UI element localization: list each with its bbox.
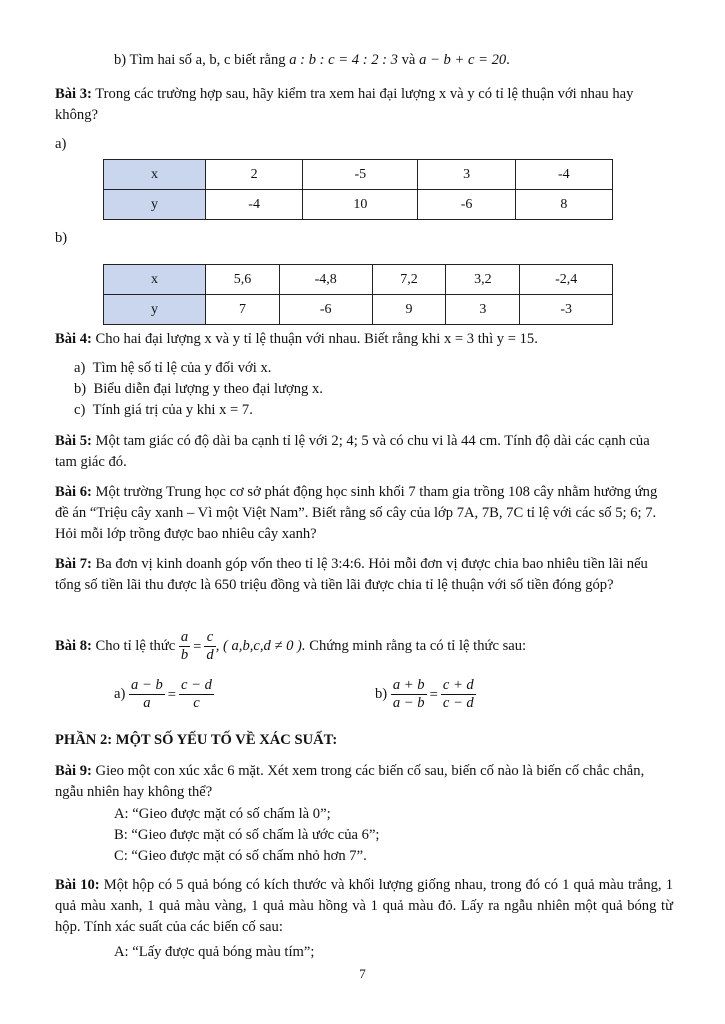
fraction-a-over-b: $\frac{a}{b}$ bbox=[180, 629, 189, 664]
exercise-3-part-a-label: a) bbox=[55, 136, 67, 152]
table-cell: -5 bbox=[303, 160, 418, 190]
list-item: A: “Gieo được mặt có số chấm là 0”; bbox=[114, 806, 331, 822]
table-cell: -3 bbox=[520, 295, 613, 325]
table-cell: 10 bbox=[303, 190, 418, 220]
table-cell: 2 bbox=[206, 160, 303, 190]
table-b-row-x bbox=[104, 265, 613, 295]
table-cell: 7,2 bbox=[372, 265, 446, 295]
exercise-10-item: A: “Lấy được quả bóng màu tím”; bbox=[114, 944, 315, 960]
list-item: C: “Gieo được mặt có số chấm nhỏ hơn 7”. bbox=[114, 848, 367, 864]
table-a-row-y bbox=[104, 190, 613, 220]
table-cell: 9 bbox=[372, 295, 446, 325]
exercise-6: Bài 6: Một trường Trung học cơ sở phát động học sinh khối 7 tham gia trồng 108 cây nhằm hưởng ứng đề án “Triệu cây xanh – Vì một Việt Nam”. Biết rằng số cây của lớp 7A, 7B, 7C tỉ lệ với các số 5; 6; 7. Hỏi mỗi lớp trồng được bao nhiêu cây xanh? bbox=[55, 484, 658, 542]
table-cell: y bbox=[104, 295, 206, 325]
table-cell: -4 bbox=[515, 160, 612, 190]
table-cell: -4,8 bbox=[279, 265, 372, 295]
exercise-7: Bài 7: Ba đơn vị kinh doanh góp vốn theo tỉ lệ 3:4:6. Hỏi mỗi đơn vị được chia bao nhiêu tiền lãi nếu tổng số tiền lãi thu được là 650 triệu đồng và tiền lãi được chia tỉ lệ thuận với số tiền đóng góp? bbox=[55, 556, 648, 593]
exercise-10: Bài 10: Một hộp có 5 quả bóng có kích thước và khối lượng giống nhau, trong đó có 1 quả màu trắng, 1 quả màu xanh, 1 quả màu vàng, 1 quả màu hồng và 1 quả màu đỏ. Lấy ra ngẫu nhiên một quả bóng từ hộp. Tính xác suất của các biến cố sau: bbox=[55, 877, 673, 935]
table-cell: 8 bbox=[515, 190, 612, 220]
table-b-row-y bbox=[104, 295, 613, 325]
fraction: $\frac{a + b}{a - b}$ bbox=[392, 677, 425, 712]
table-cell: 5,6 bbox=[206, 265, 280, 295]
table-cell: -6 bbox=[279, 295, 372, 325]
list-item: b) Biểu diễn đại lượng y theo đại lượng x. bbox=[74, 381, 323, 397]
section-title: PHẦN 2: MỘT SỐ YẾU TỐ VỀ XÁC SUẤT: bbox=[55, 732, 338, 748]
fraction-c-over-d: $\frac{c}{d}$ bbox=[206, 629, 214, 664]
exercise-3-part-b-label: b) bbox=[55, 230, 68, 246]
table-b bbox=[103, 264, 613, 325]
exercise-8-part-b: b) $\frac{a + b}{a - b}$ = $\frac{c + d}{c - d}$ bbox=[375, 677, 474, 712]
list-item: a) Tìm hệ số tỉ lệ của y đối với x. bbox=[74, 360, 272, 376]
list-item: B: “Gieo được mặt có số chấm là ước của 6”; bbox=[114, 827, 380, 843]
exercise-4-list bbox=[74, 358, 323, 421]
table-cell: -2,4 bbox=[520, 265, 613, 295]
exercise-9: Bài 9: Gieo một con xúc xắc 6 mặt. Xét xem trong các biến cố sau, biến cố nào là biến cố chắc chắn, ngẫu nhiên hay không thể? bbox=[55, 763, 645, 800]
table-cell: x bbox=[104, 160, 206, 190]
exercise-2b-line: b) Tìm hai số a, b, c biết rằng a : b : c = 4 : 2 : 3 và a − b + c = 20. bbox=[114, 52, 510, 68]
fraction: $\frac{c + d}{c - d}$ bbox=[442, 677, 474, 712]
exercise-9-list bbox=[114, 804, 379, 867]
table-cell: 3,2 bbox=[446, 265, 520, 295]
fraction: $\frac{a - b}{a}$ bbox=[131, 677, 163, 712]
table-a-row-x bbox=[104, 160, 613, 190]
table-cell: 7 bbox=[206, 295, 280, 325]
page-number: 7 bbox=[359, 966, 366, 981]
table-cell: 3 bbox=[446, 295, 520, 325]
table-cell: y bbox=[104, 190, 206, 220]
table-cell: -4 bbox=[206, 190, 303, 220]
table-cell: -6 bbox=[418, 190, 515, 220]
exercise-8-part-a: a) $\frac{a - b}{a}$ = $\frac{c - d}{c}$ bbox=[114, 677, 212, 712]
table-cell: 3 bbox=[418, 160, 515, 190]
fraction: $\frac{c - d}{c}$ bbox=[180, 677, 212, 712]
exercise-8: Bài 8: Cho tỉ lệ thức $\frac{a}{b}$ = $\frac{c}{d}$ , ( a,b,c,d ≠ 0 ). Chứng minh rằng ta có tỉ lệ thức sau: bbox=[55, 629, 527, 664]
exercise-5: Bài 5: Một tam giác có độ dài ba cạnh tỉ lệ với 2; 4; 5 và có chu vi là 44 cm. Tính độ dài các cạnh của tam giác đó. bbox=[55, 433, 650, 470]
exercise-3: Bài 3: Trong các trường hợp sau, hãy kiểm tra xem hai đại lượng x và y có tỉ lệ thuận với nhau hay không? bbox=[55, 86, 634, 123]
exercise-4: Bài 4: Cho hai đại lượng x và y tỉ lệ thuận với nhau. Biết rằng khi x = 3 thì y = 15. bbox=[55, 331, 538, 347]
table-cell: x bbox=[104, 265, 206, 295]
list-item: c) Tính giá trị của y khi x = 7. bbox=[74, 402, 253, 418]
table-a bbox=[103, 159, 613, 220]
